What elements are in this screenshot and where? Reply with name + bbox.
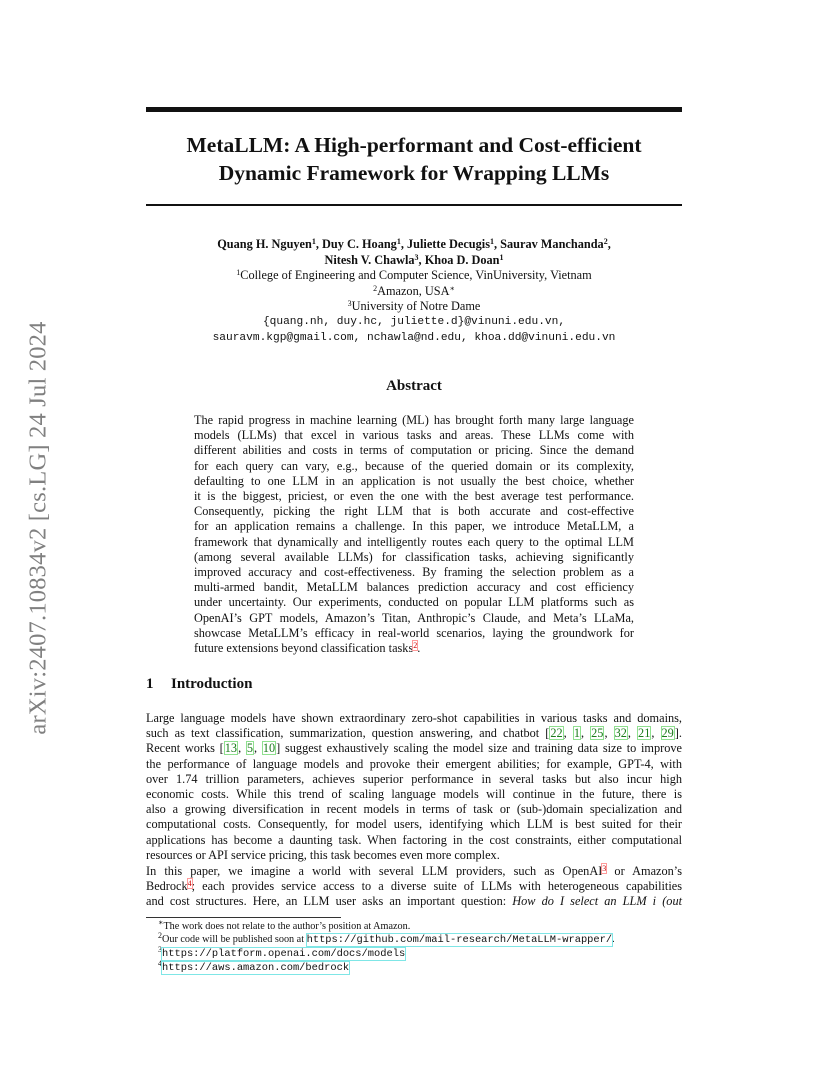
body-line: over 1.74 trillion parameters, achieves superior performance in several tasks but also incur high [146, 771, 682, 786]
abstract-line: framework that dynamically and intelligently routes each query to the optimal LLM [194, 534, 634, 549]
email-line-1: {quang.nh, duy.hc, juliette.d}@vinuni.edu.vn, [262, 315, 566, 328]
abstract-line-last [194, 641, 634, 656]
abstract-line: OpenAI’s GPT models, Amazon’s Titan, Anthropic’s Claude, and Meta’s LLaMa, [194, 610, 634, 625]
body-line-with-citations: Recent works [13, 5, 10] suggest exhaustively scaling the model size and training data size to improve [146, 741, 682, 756]
email-line-2: sauravm.kgp@gmail.com, nchawla@nd.edu, khoa.dd@vinuni.edu.vn [212, 331, 616, 344]
body-text: and cost structures. Here, an LLM user asks an important question: [146, 894, 513, 909]
section-title: Introduction [171, 676, 253, 692]
author-affiliation-mark: 1 [499, 252, 504, 262]
abstract-line: (among several available LLMs) for classification tasks, achieving significantly [194, 549, 634, 564]
abstract-period: . [417, 641, 421, 656]
body-line-with-footnote [146, 879, 682, 894]
abstract-line: multi-armed bandit, MetaLLM balances prediction accuracy and cost efficiency [194, 580, 634, 595]
abstract-line: Consequently, picking the right LLM that is both accurate and cost-effective [194, 504, 634, 519]
body-line-with-footnote [146, 864, 682, 879]
affiliation-3 [146, 299, 682, 315]
author-affiliation-mark: 1 [490, 237, 494, 246]
footnote-url-link[interactable]: https://github.com/mail-research/MetaLLM-wrapper/ [306, 934, 613, 947]
author-name: Duy C. Hoang [322, 237, 397, 251]
body-text: such as text classification, summarization, question answering, and chatbot [ [146, 726, 550, 741]
footnote-rule [146, 917, 341, 918]
body-line [146, 894, 682, 909]
footnote-link-4[interactable]: 4 [187, 879, 192, 889]
body-line: resources or API service pricing, this task becomes even more complex. [146, 847, 500, 862]
footnote-url-link[interactable]: https://aws.amazon.com/bedrock [162, 962, 350, 975]
footnote-text: Our code will be published soon at [162, 934, 307, 946]
footnote-2 [158, 933, 682, 947]
author-name: Nitesh V. Chawla [324, 252, 415, 267]
abstract-line: models (LLMs) that excel in various tasks and areas. These LLMs come with [194, 428, 634, 443]
body-line: Large language models have shown extraordinary zero-shot capabilities in various tasks and domains, [146, 711, 682, 725]
abstract-line: different abilities and costs in terms of computation or pricing. Since the demand [194, 443, 634, 458]
author-name: Quang H. Nguyen [217, 237, 312, 251]
affiliation-mark: 1 [236, 268, 241, 278]
body-text: ] suggest exhaustively scaling the model size and training data size to improve [276, 741, 682, 756]
abstract-body [194, 413, 634, 656]
intro-paragraph-2 [146, 864, 682, 910]
footnote-3 [158, 947, 682, 961]
author-name: Khoa D. Doan [424, 252, 500, 267]
citation-link[interactable]: 10 [262, 741, 276, 756]
abstract-line: The rapid progress in machine learning (ML) has brought forth many large language [194, 413, 634, 427]
body-line: computational costs. Consequently, for model users, identifying which LLM is best suited for their [146, 817, 682, 832]
body-text: Recent works [ [146, 741, 224, 756]
abstract-line: showcase MetaLLM’s efficacy in real-world scenarios, laying the groundwork for [194, 625, 634, 640]
abstract-line: for an application remains a challenge. In this paper, we introduce MetaLLM, a [194, 519, 634, 534]
body-text: In this paper, we imagine a world with several LLM providers, such as OpenAI [146, 864, 603, 878]
citation-link[interactable]: 29 [661, 726, 674, 741]
citation-link[interactable]: 32 [614, 726, 627, 741]
abstract-line: it is the biggest, priciest, or even the one with the best average test performance. [194, 489, 634, 504]
author-block [146, 237, 682, 346]
author-affiliation-mark: 2 [603, 237, 608, 246]
footnote-url-link[interactable]: https://platform.openai.com/docs/models [162, 948, 406, 961]
affiliation-2 [146, 284, 682, 300]
author-affiliation-mark: 1 [396, 237, 401, 246]
affiliation-text: University of Notre Dame [351, 299, 481, 314]
body-text: ]. [674, 726, 682, 741]
author-name: Saurav Manchanda [500, 237, 604, 251]
arxiv-identifier [24, 295, 54, 760]
abstract-line: for each query can vary, e.g., because of the queried domain or its complexity, [194, 458, 634, 473]
emphasized-question: How do I select an LLM i (out [512, 894, 683, 909]
affiliation-1 [146, 268, 682, 284]
footnote-mark: 4 [158, 959, 162, 969]
section-heading-introduction [146, 676, 252, 693]
abstract-line: under uncertainty. Our experiments, conducted on popular LLM platforms such as [194, 595, 634, 610]
affiliation-mark: 3 [347, 299, 352, 309]
footnote-mark: 2 [158, 931, 162, 941]
footnote-text: . [612, 934, 615, 946]
author-name: Juliette Decugis [407, 237, 490, 251]
body-line: also a growing diversification in recent models in terms of task or (sub-)domain specialization and [146, 802, 682, 817]
citation-link[interactable]: 21 [638, 726, 651, 741]
section-number: 1 [146, 676, 154, 692]
paper-title [146, 131, 682, 187]
affiliation-text: College of Engineering and Computer Science, VinUniversity, Vietnam [240, 268, 592, 283]
arxiv-identifier-text: arXiv:2407.10834v2 [cs.LG] 24 Jul 2024 [25, 320, 53, 735]
author-affiliation-mark: 3 [414, 252, 419, 262]
footnote-4 [158, 961, 682, 975]
title-rule [146, 204, 682, 206]
author-line-1: Quang H. Nguyen$^1$, Duy C. Hoang$^1$, Juliette Decugis$^1$, Saurav Manchanda$^2$, [217, 237, 611, 251]
footnote-1 [158, 920, 682, 933]
abstract-heading: Abstract [386, 378, 442, 394]
body-line-with-citations: such as text classification, summarization, question answering, and chatbot [22, 1, 25, 32, 21, 29]. [146, 726, 682, 741]
body-text: ; each provides service access to a diverse suite of LLMs with heterogeneous capabilities [191, 879, 682, 894]
affiliation-mark: 2 [373, 283, 378, 293]
abstract-line: defaulting to one LLM in an application is not usually the best choice, whether [194, 473, 634, 488]
citation-link[interactable]: 1 [573, 726, 580, 741]
body-text: or Amazon’s [606, 864, 682, 878]
title-line-1: MetaLLM: A High-performant and Cost-efficient [186, 133, 642, 157]
body-line: the performance of language models and provoke their emergent abilities; for example, GPT-4, with [146, 756, 682, 771]
abstract-line-text: future extensions beyond classification tasks [194, 641, 414, 656]
footnote-mark: 3 [158, 945, 162, 955]
body-line: economic costs. While this trend of scaling language models will continue in the future, there is [146, 787, 682, 802]
top-rule [146, 107, 682, 112]
footnote-mark: ∗ [449, 283, 455, 293]
footnote-link-2[interactable]: 2 [413, 641, 418, 651]
abstract-line: improved accuracy and cost-effectiveness. By framing the selection problem as a [194, 565, 634, 580]
footnote-mark: ∗ [158, 918, 164, 927]
footnotes [158, 920, 682, 975]
footnote-link-3[interactable]: 3 [602, 864, 607, 873]
citation-link[interactable]: 25 [591, 726, 604, 741]
body-text: Bedrock [146, 879, 188, 894]
affiliation-text: Amazon, USA [377, 283, 450, 298]
citation-link[interactable]: 13 [224, 741, 238, 756]
title-line-2: Dynamic Framework for Wrapping LLMs [218, 161, 610, 185]
citation-link[interactable]: 22 [550, 726, 563, 741]
author-line-2: Nitesh V. Chawla$^3$, Khoa D. Doan$^1$ [324, 252, 504, 267]
citation-link[interactable]: 5 [246, 741, 254, 756]
body-line: applications has become a daunting task. When factoring in the cost constraints, either computational [146, 832, 682, 847]
intro-paragraph-1 [146, 711, 682, 863]
footnote-text: The work does not relate to the author’s position at Amazon. [163, 921, 411, 932]
author-affiliation-mark: 1 [311, 237, 316, 246]
